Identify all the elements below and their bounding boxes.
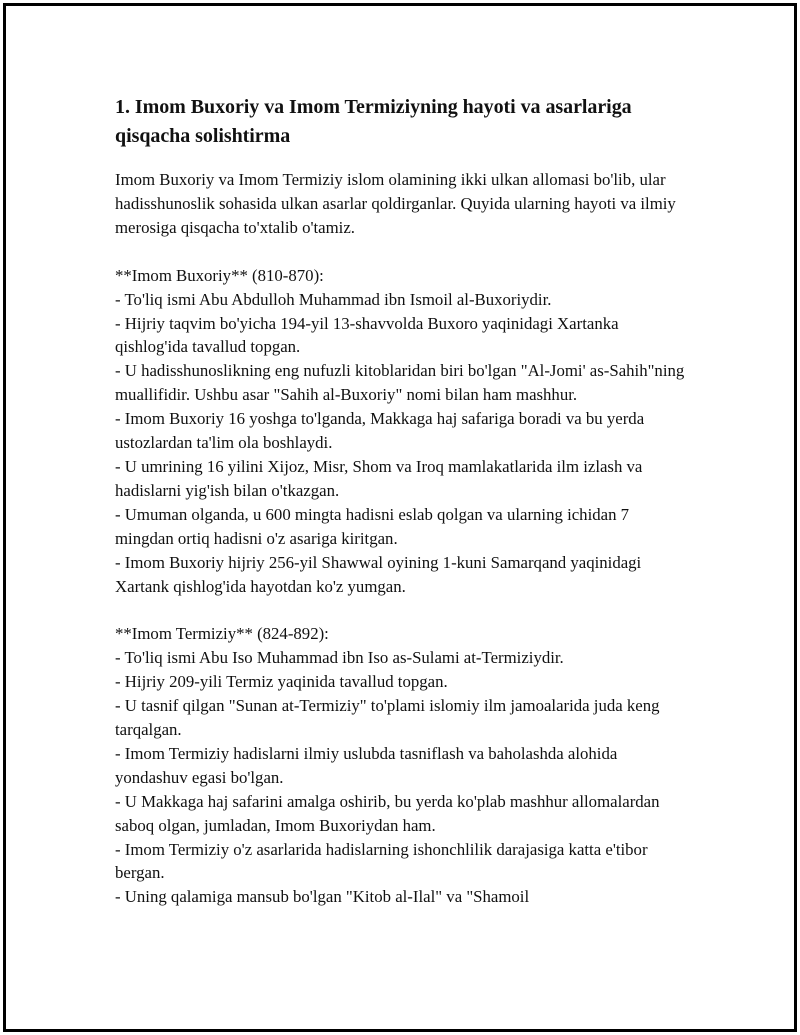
document-title: 1. Imom Buxoriy va Imom Termiziyning hayoti va asarlariga qisqacha solishtirma [115, 96, 632, 147]
termizi-heading: **Imom Termiziy** (824-892): [115, 624, 329, 644]
bukhari-item: - Imom Buxoriy hijriy 256-yil Shawwal oyining 1-kuni Samarqand yaqinidagi Xartank qishlog'ida hayotdan ko'z yumgan. [115, 552, 642, 596]
bukhari-section [115, 264, 690, 599]
termizi-item: - U Makkaga haj safarini amalga oshirib, bu yerda ko'plab mashhur allomalardan saboq olgan, jumladan, Imom Buxoriydan ham. [115, 791, 660, 835]
termizi-item: - To'liq ismi Abu Iso Muhammad ibn Iso as-Sulami at-Termiziydir. [115, 648, 564, 668]
intro-paragraph: Imom Buxoriy va Imom Termiziy islom olamining ikki ulkan allomasi bo'lib, ular hadisshunoslik sohasida ulkan asarlar qoldirganlar. Quyida ularning hayoti va ilmiy merosiga qisqacha to'xtalib o'tamiz. [115, 170, 676, 237]
bukhari-item: - To'liq ismi Abu Abdulloh Muhammad ibn Ismoil al-Buxoriydir. [115, 289, 552, 309]
bukhari-item: - U umrining 16 yilini Xijoz, Misr, Shom va Iroq mamlakatlarida ilm izlash va hadislarni yig'ish bilan o'tkazgan. [115, 456, 643, 500]
termizi-item: - U tasnif qilgan "Sunan at-Termiziy" to'plami islomiy ilm jamoalarida juda keng tarqalgan. [115, 696, 660, 740]
termizi-section [115, 622, 690, 909]
section-spacer [115, 240, 690, 264]
termizi-item: - Imom Termiziy hadislarni ilmiy uslubda tasniflash va baholashda alohida yondashuv egasi bo'lgan. [115, 743, 618, 787]
termizi-item: - Uning qalamiga mansub bo'lgan "Kitob al-Ilal" va "Shamoil [115, 887, 530, 907]
termizi-item: - Imom Termiziy o'z asarlarida hadislarning ishonchlilik darajasiga katta e'tibor bergan. [115, 839, 648, 883]
document-content [115, 93, 690, 909]
bukhari-heading: **Imom Buxoriy** (810-870): [115, 265, 324, 285]
section-spacer [115, 598, 690, 622]
bukhari-item: - Hijriy taqvim bo'yicha 194-yil 13-shavvolda Buxoro yaqinidagi Xartanka qishlog'ida tavallud topgan. [115, 313, 619, 357]
bukhari-item: - Umuman olganda, u 600 mingta hadisni eslab qolgan va ularning ichidan 7 mingdan ortiq hadisni o'z asariga kiritgan. [115, 504, 630, 548]
bukhari-item: - Imom Buxoriy 16 yoshga to'lganda, Makkaga haj safariga boradi va bu yerda ustozlardan ta'lim ola boshlaydi. [115, 409, 645, 453]
termizi-item: - Hijriy 209-yili Termiz yaqinida tavallud topgan. [115, 672, 448, 692]
bukhari-item: - U hadisshunoslikning eng nufuzli kitoblaridan biri bo'lgan "Al-Jomi' as-Sahih"ning muallifidir. Ushbu asar "Sahih al-Buxoriy" nomi bilan ham mashhur. [115, 361, 685, 405]
